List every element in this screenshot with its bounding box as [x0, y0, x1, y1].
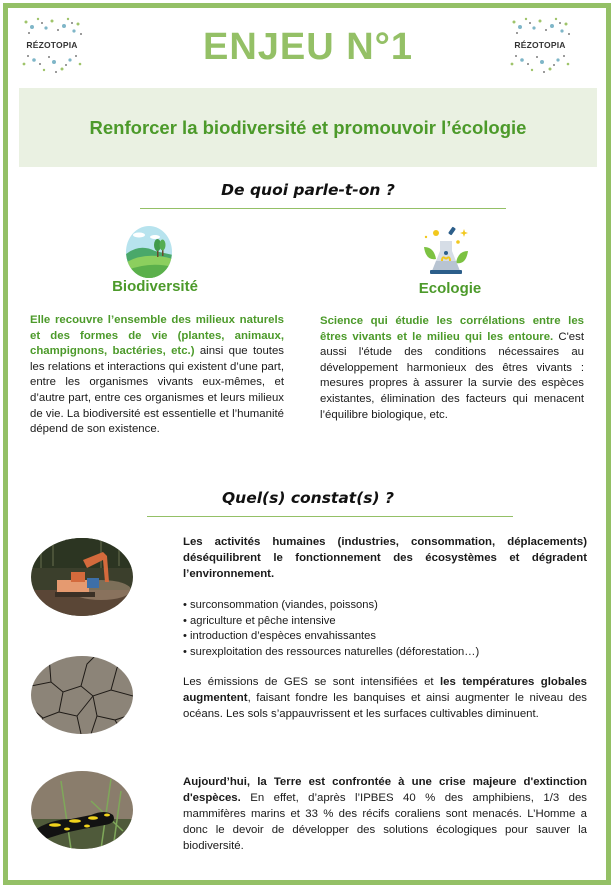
constat-text-3 [183, 774, 587, 854]
landscape-icon [125, 225, 173, 283]
definition-title-ecologie: Ecologie [418, 280, 482, 297]
list-item: • surconsommation (viandes, poissons) [183, 598, 587, 614]
definition-body: ainsi que toutes les relations et interactions qui existent d’une part, entre les organismes vivants eux-mêmes, et d’autre part, entre ces organismes et leurs milieux de vie. La biodiversité est essentielle et l’humanité dépend de son existence. [30, 345, 284, 436]
logo-text: RÉZOTOPIA [514, 40, 566, 50]
definition-title-biodiversite: Biodiversité [112, 278, 198, 295]
constat-bold: les températures globales augmentent [183, 676, 587, 704]
salamander-photo [31, 771, 133, 849]
subtitle-band [19, 88, 597, 167]
constat-bold: Les activités humaines (industries, consommation, déplacements) déséquilibrent le fonctionnement des écosystèmes et dégradent l’environnement. [183, 536, 587, 580]
definition-body: C'est aussi l'étude des conditions nécessaires au développement harmonieux des êtres vivants : mesures propres à assurer la survie des espèces existantes, élimination des facteurs qui menacent l’équilibre biologique, etc. [320, 330, 585, 421]
flask-leaves-icon [420, 225, 472, 281]
definition-text-biodiversite [30, 313, 284, 438]
list-item: • agriculture et pêche intensive [183, 614, 587, 630]
section-heading-definitions: De quoi parle-t-on ? [221, 181, 395, 199]
list-item: • surexploitation des ressources naturelles (déforestation…) [183, 645, 587, 661]
constat-bullet-list [183, 598, 587, 660]
section-divider [140, 208, 506, 209]
constat-text-1 [183, 534, 587, 582]
constat-body: Les émissions de GES se sont intensifiées et [183, 676, 440, 688]
logo-text: RÉZOTOPIA [26, 40, 78, 50]
definition-highlight: Science qui étudie les corrélations entre les êtres vivants et le milieu qui les entoure. [320, 315, 584, 343]
constat-body: , faisant fondre les banquises et ainsi augmenter le niveau des océans. Les sols s’appauvrissent et les surfaces cultivables diminuent. [183, 692, 587, 720]
definition-text-ecologie [320, 314, 584, 423]
list-item: • introduction d’espèces envahissantes [183, 629, 587, 645]
section-divider [147, 516, 513, 517]
section-heading-constats: Quel(s) constat(s) ? [222, 489, 394, 507]
constat-bold: Aujourd’hui, la Terre est confrontée à une crise majeure d'extinction d'espèces. [183, 776, 587, 804]
excavator-photo [31, 538, 133, 616]
page-title: ENJEU N°1 [202, 26, 414, 68]
constat-body: En effet, d’après l’IPBES 40 % des amphibiens, 1/3 des mammifères marins et 33 % des récifs coraliens sont menacés. L’Homme a donc le devoir de développer des solutions écologiques pour sauver la biodiversité. [183, 792, 587, 852]
constat-text-2 [183, 674, 587, 722]
cracked-soil-photo [31, 656, 133, 734]
definition-highlight: Elle recouvre l’ensemble des milieux naturels et des formes de vie (plantes, animaux, champignons, bactéries, etc.) [30, 314, 284, 358]
page-subtitle: Renforcer la biodiversité et promouvoir l’écologie [89, 116, 527, 138]
